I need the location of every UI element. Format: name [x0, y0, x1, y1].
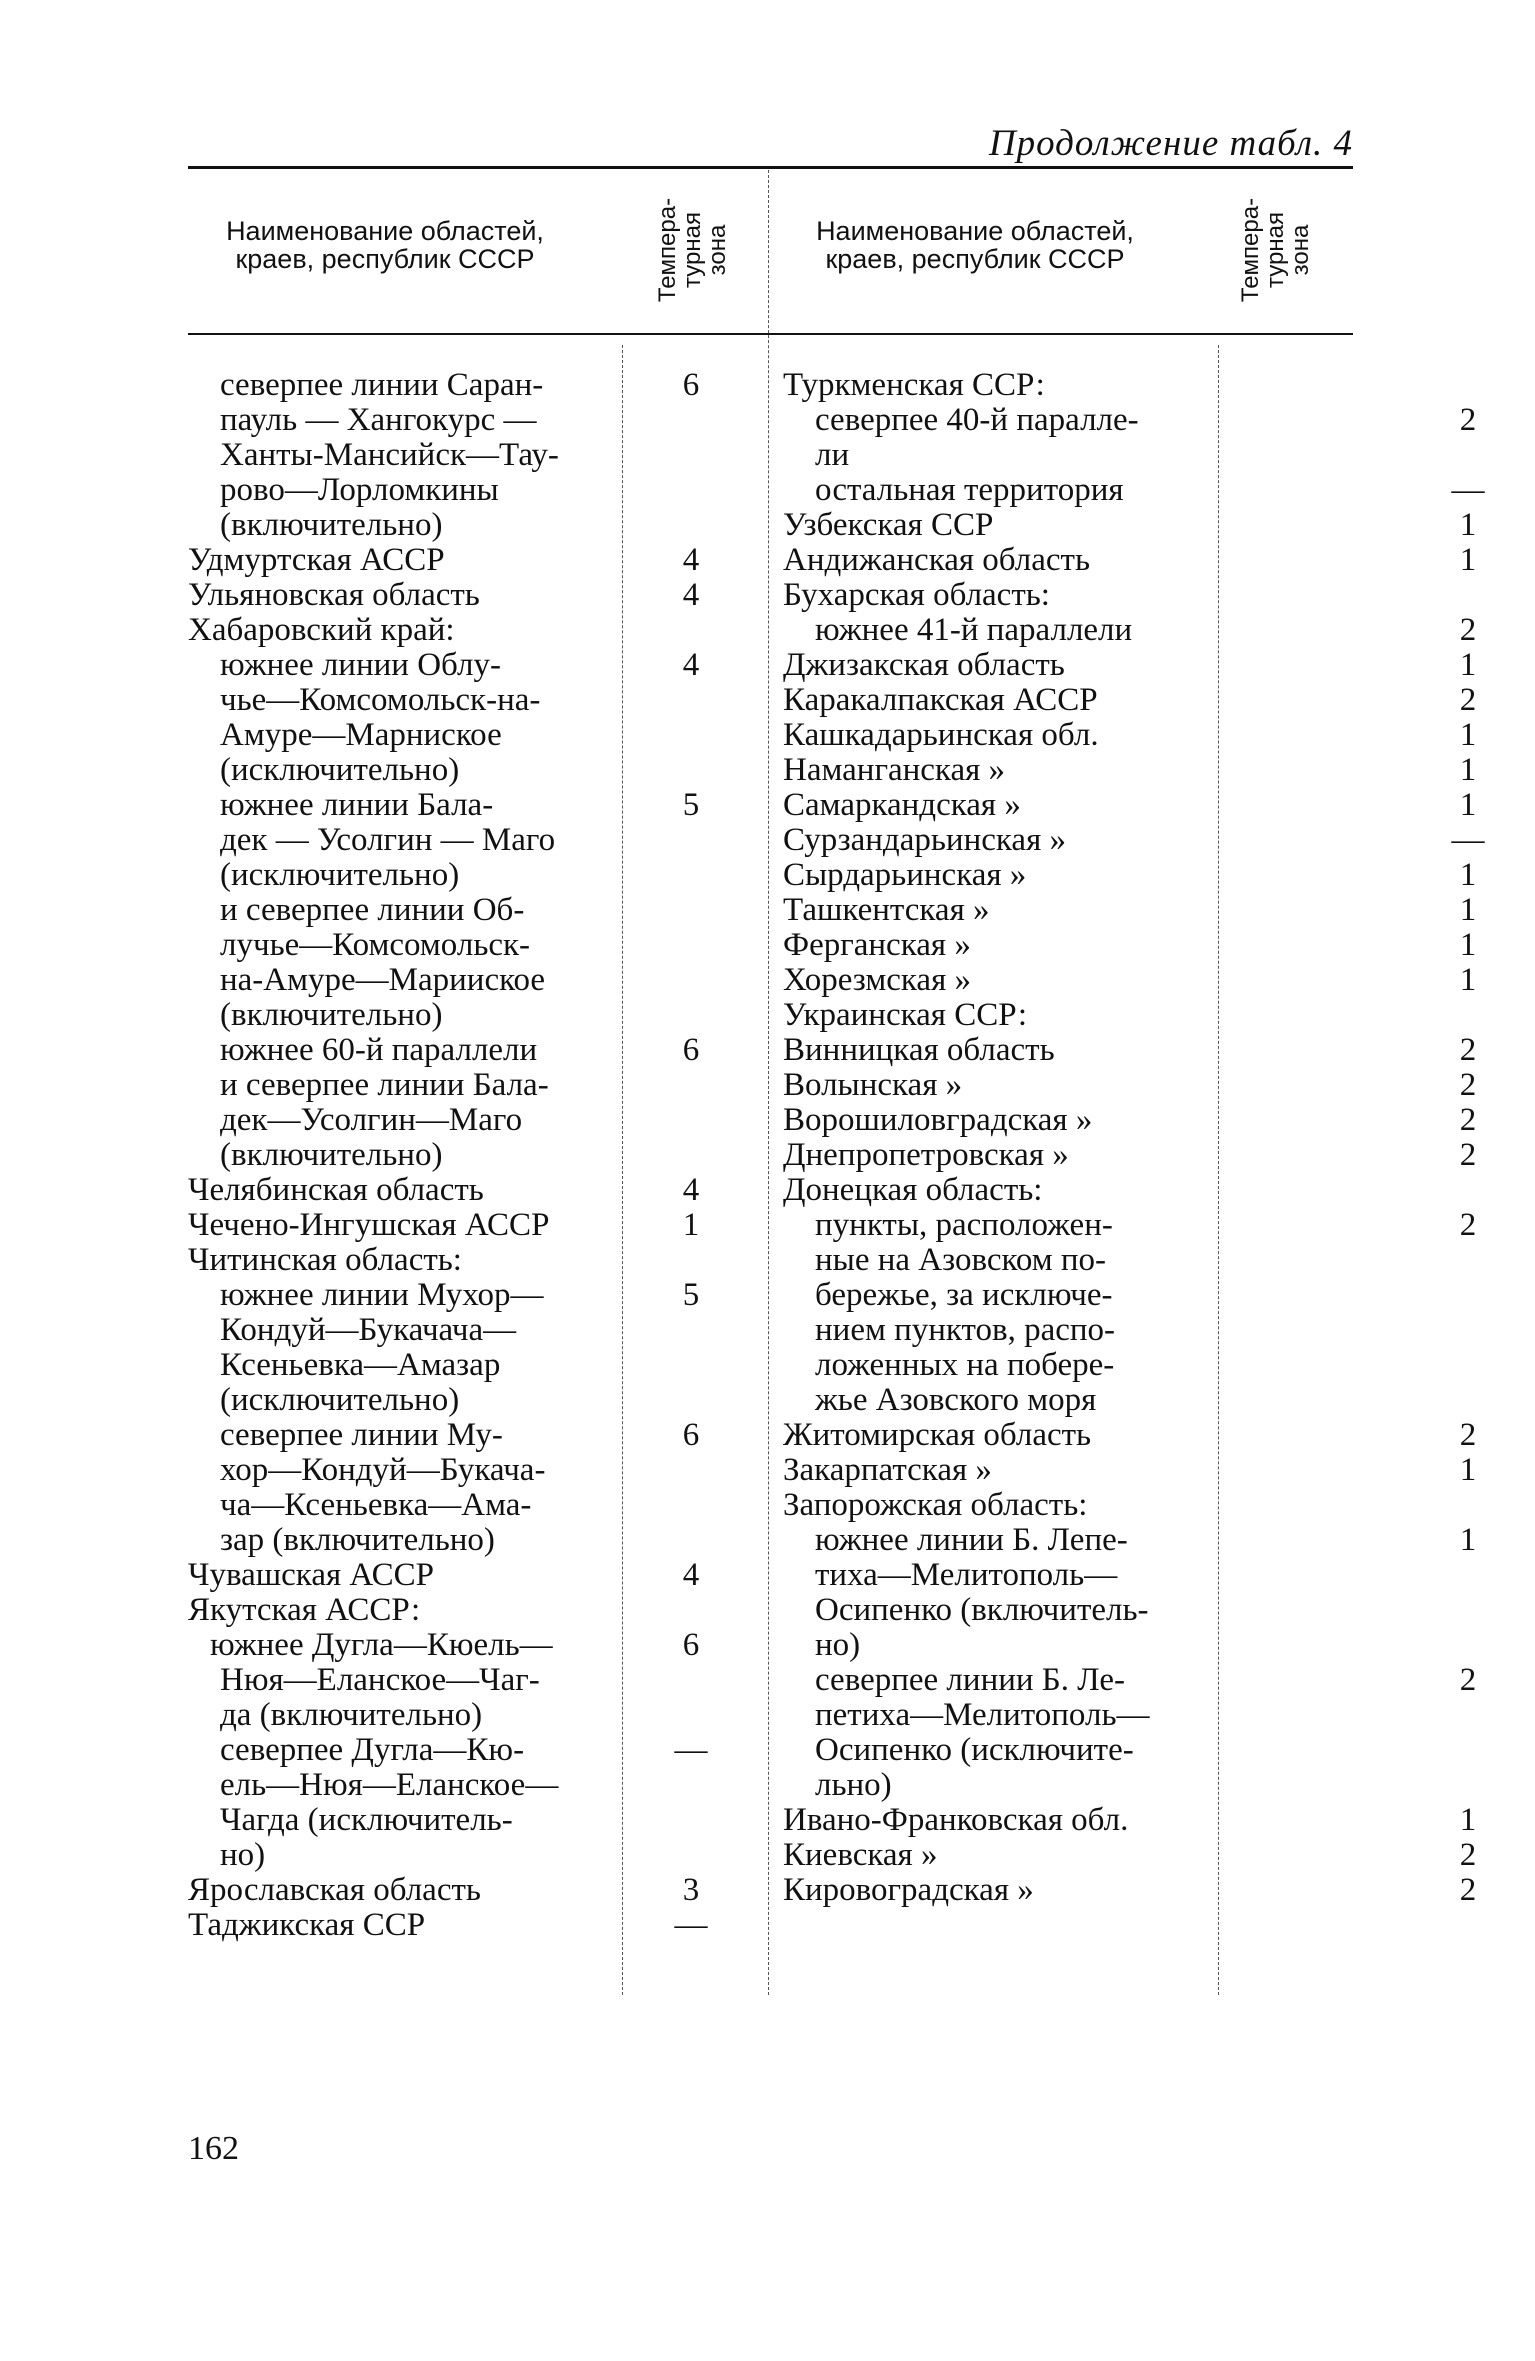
temperature-zone: 1: [1459, 717, 1477, 753]
page-number: 162: [188, 2130, 239, 2167]
temperature-zone: 4: [682, 1172, 700, 1208]
region-name: чье—Комсомольск-на-: [220, 682, 541, 718]
region-name: Кировоградская »: [783, 1872, 1034, 1908]
table-row: [188, 1383, 778, 1418]
temperature-zone: 1: [682, 1207, 700, 1243]
temperature-zone: 1: [1459, 892, 1477, 928]
table-row: [783, 1837, 1477, 1873]
temperature-zone: 2: [1459, 1137, 1477, 1173]
table-row: [188, 998, 778, 1033]
temperature-zone: 2: [1459, 682, 1477, 718]
region-name: южнее Дугла—Кюель—: [210, 1627, 553, 1663]
zone-header-line: турная: [1262, 212, 1289, 288]
table-row: [188, 1278, 778, 1313]
region-name: (исключительно): [220, 752, 460, 788]
region-name: петиха—Мелитополь—: [815, 1697, 1150, 1733]
temperature-zone: 2: [1459, 1102, 1477, 1138]
temperature-zone: 2: [1459, 1417, 1477, 1453]
table-row: [188, 683, 778, 718]
table-row: [783, 1662, 1477, 1698]
region-name: (включительно): [220, 507, 443, 543]
region-name: пункты, расположен-: [815, 1207, 1113, 1243]
table-row: [783, 1872, 1477, 1908]
region-name: зар (включительно): [220, 1522, 495, 1558]
table-row: [783, 647, 1477, 683]
table-row: [188, 718, 778, 753]
region-name: жье Азовского моря: [815, 1382, 1097, 1418]
zone-header-line: Темпера-: [1237, 197, 1264, 303]
zone-header-line: Темпера-: [654, 197, 681, 303]
region-name: ложенных на побере-: [815, 1347, 1115, 1383]
column-header-name-left: Наименование областей, краев, республик СССР: [226, 216, 544, 274]
region-name: северпее линии Му-: [220, 1417, 503, 1453]
table-row: [188, 1243, 778, 1278]
region-name: Якутская АССР:: [188, 1592, 421, 1628]
region-name: ные на Азовском по-: [815, 1242, 1107, 1278]
table-row: [783, 402, 1477, 438]
region-name: Читинская область:: [188, 1242, 462, 1278]
temperature-zone: 4: [682, 577, 700, 613]
region-name: Ульяновская область: [188, 577, 480, 613]
region-name: Хабаровский край:: [188, 612, 455, 648]
region-name: на-Амуре—Марииское: [220, 962, 546, 998]
region-name: Осипенко (включитель-: [815, 1592, 1149, 1628]
table-row: [188, 508, 778, 543]
temperature-zone: 2: [1459, 1872, 1477, 1908]
zone-header-line: зона: [704, 224, 731, 276]
region-name: и северпее линии Бала-: [220, 1067, 549, 1103]
region-name: Ивано-Франковская обл.: [783, 1802, 1129, 1838]
table-row: [783, 1383, 1358, 1418]
region-name: Джизакская область: [783, 647, 1065, 683]
region-name: северпее 40-й паралле-: [815, 402, 1139, 438]
region-name: Винницкая область: [783, 1032, 1055, 1068]
region-name: Чагда (исключитель-: [220, 1802, 513, 1838]
region-name: рово—Лорломкины: [220, 472, 499, 508]
table-row: [783, 787, 1477, 823]
region-name: южнее линии Облу-: [220, 647, 501, 683]
region-name: Ташкентская »: [783, 892, 990, 928]
region-name: (исключительно): [220, 857, 460, 893]
table-column-left: [188, 368, 778, 1943]
table-row: [783, 717, 1477, 753]
table-row: [188, 1873, 778, 1908]
region-name: нием пунктов, распо-: [815, 1312, 1116, 1348]
table-row: [783, 1452, 1477, 1488]
table-row: [188, 1733, 778, 1768]
region-name: Кашкадарьинская обл.: [783, 717, 1099, 753]
temperature-zone: 1: [1459, 1452, 1477, 1488]
region-name: южнее линии Мухор—: [220, 1277, 544, 1313]
region-name: и северпее линии Об-: [220, 892, 525, 928]
temperature-zone: 6: [682, 1417, 700, 1453]
table-row: [783, 1207, 1477, 1243]
temperature-zone: —: [1451, 822, 1485, 858]
region-name: льно): [815, 1767, 892, 1803]
table-row: [188, 368, 778, 403]
table-row: [188, 1593, 778, 1628]
column-header-zone-left: [655, 190, 735, 310]
temperature-zone: 2: [1459, 1662, 1477, 1698]
column-header-name-right: Наименование областей, краев, республик СССР: [816, 216, 1134, 274]
temperature-zone: 1: [1459, 1522, 1477, 1558]
temperature-zone: 1: [1459, 927, 1477, 963]
region-name: Днепропетровская »: [783, 1137, 1069, 1173]
table-row: [783, 1593, 1358, 1628]
region-name: ча—Ксеньевка—Ама-: [220, 1487, 532, 1523]
region-name: северпее линии Саран-: [220, 367, 544, 403]
table-row: [188, 1698, 778, 1733]
zone-header-line: зона: [1287, 224, 1314, 276]
region-name: Осипенко (исключите-: [815, 1732, 1134, 1768]
region-name: Самаркандская »: [783, 787, 1021, 823]
table-header-rule: [188, 333, 1353, 335]
temperature-zone: 6: [682, 1032, 700, 1068]
region-name: Удмуртская АССР: [188, 542, 445, 578]
table-row: [783, 1067, 1477, 1103]
region-name: Закарпатская »: [783, 1452, 992, 1488]
table-row: [188, 1523, 778, 1558]
table-row: [783, 1032, 1477, 1068]
region-name: Украинская ССР:: [783, 997, 1027, 1033]
table-row: [188, 928, 778, 963]
region-name: южнее линии Бала-: [220, 787, 494, 823]
temperature-zone: 1: [1459, 752, 1477, 788]
region-name: дек—Усолгин—Маго: [220, 1102, 523, 1138]
temperature-zone: 2: [1459, 612, 1477, 648]
table-row: [188, 788, 778, 823]
temperature-zone: 1: [1459, 507, 1477, 543]
temperature-zone: 2: [1459, 1837, 1477, 1873]
temperature-zone: 1: [1459, 857, 1477, 893]
region-name: ли: [815, 437, 850, 473]
region-name: южнее 60-й параллели: [220, 1032, 538, 1068]
region-name: Ферганская »: [783, 927, 971, 963]
table-row: [783, 542, 1477, 578]
region-name: Сурзандарьинская »: [783, 822, 1066, 858]
temperature-zone: 2: [1459, 1067, 1477, 1103]
temperature-zone: 1: [1459, 1802, 1477, 1838]
region-name: Таджикская ССР: [188, 1907, 426, 1943]
table-row: [783, 368, 1358, 403]
temperature-zone: 6: [682, 1627, 700, 1663]
table-row: [783, 1102, 1477, 1138]
column-header-zone-right: [1238, 190, 1318, 310]
table-row: [188, 1033, 778, 1068]
region-name: Каракалпакская АССР: [783, 682, 1098, 718]
table-row: [783, 1768, 1358, 1803]
table-column-right: [783, 367, 1485, 1908]
temperature-zone: 1: [1459, 962, 1477, 998]
table-row: [188, 1908, 778, 1943]
table-row: [188, 1768, 778, 1803]
table-row: [188, 963, 778, 998]
table-continuation-caption: Продолжение табл. 4: [988, 123, 1353, 164]
temperature-zone: —: [674, 1907, 708, 1943]
zone-header-line: турная: [679, 212, 706, 288]
table-row: [783, 682, 1477, 718]
table-row: [783, 1417, 1477, 1453]
temperature-zone: 1: [1459, 787, 1477, 823]
table-row: [188, 753, 778, 788]
table-row: [188, 858, 778, 893]
region-name: тиха—Мелитополь—: [815, 1557, 1118, 1593]
region-name: да (включительно): [220, 1697, 483, 1733]
region-name: Киевская »: [783, 1837, 938, 1873]
region-name: Амуре—Марниское: [220, 717, 502, 753]
region-name: Чечено-Ингушская АССР: [188, 1207, 550, 1243]
region-name: (включительно): [220, 1137, 443, 1173]
table-row: [783, 1733, 1358, 1768]
table-row: [783, 1348, 1358, 1383]
table-row: [188, 1208, 778, 1243]
table-row: [783, 892, 1477, 928]
region-name: Бухарская область:: [783, 577, 1050, 613]
table-row: [188, 438, 778, 473]
temperature-zone: 4: [682, 647, 700, 683]
table-row: [188, 1103, 778, 1138]
table-row: [783, 578, 1358, 613]
region-name: (включительно): [220, 997, 443, 1033]
region-name: южнее 41-й параллели: [815, 612, 1133, 648]
region-name: Андижанская область: [783, 542, 1091, 578]
region-name: Ярославская область: [188, 1872, 481, 1908]
temperature-zone: 2: [1459, 1032, 1477, 1068]
table-row: [783, 927, 1477, 963]
table-row: [783, 822, 1485, 858]
table-row: [783, 752, 1477, 788]
region-name: хор—Кондуй—Букача-: [220, 1452, 546, 1488]
table-row: [188, 578, 778, 613]
temperature-zone: —: [674, 1732, 708, 1768]
table-row: [783, 612, 1477, 648]
table-row: [783, 857, 1477, 893]
region-name: ель—Нюя—Еланское—: [220, 1767, 559, 1803]
region-name: бережье, за исключе-: [815, 1277, 1113, 1313]
table-row: [783, 1137, 1477, 1173]
region-name: Туркменская ССР:: [783, 367, 1045, 403]
table-row: [188, 473, 778, 508]
table-row: [783, 472, 1485, 508]
table-row: [188, 1453, 778, 1488]
table-row: [188, 648, 778, 683]
table-row: [188, 1068, 778, 1103]
region-name: Челябинская область: [188, 1172, 484, 1208]
region-name: Запорожская область:: [783, 1487, 1088, 1523]
table-row: [783, 1802, 1477, 1838]
table-row: [188, 1838, 778, 1873]
region-name: Наманганская »: [783, 752, 1006, 788]
region-name: Волынская »: [783, 1067, 963, 1103]
table-row: [783, 962, 1477, 998]
table-row: [783, 1698, 1358, 1733]
table-row: [188, 893, 778, 928]
region-name: (исключительно): [220, 1382, 460, 1418]
region-name: дек — Усолгин — Маго: [220, 822, 556, 858]
region-name: северпее линии Б. Ле-: [815, 1662, 1126, 1698]
region-name: но): [815, 1627, 861, 1663]
region-name: Чувашская АССР: [188, 1557, 434, 1593]
table-row: [188, 1558, 778, 1593]
table-row: [783, 1628, 1358, 1663]
table-row: [188, 1663, 778, 1698]
table-row: [188, 1348, 778, 1383]
region-name: Хорезмская »: [783, 962, 972, 998]
region-name: но): [220, 1837, 266, 1873]
region-name: южнее линии Б. Лепе-: [815, 1522, 1128, 1558]
table-row: [783, 438, 1358, 473]
table-row: [188, 1628, 778, 1663]
temperature-zone: —: [1451, 472, 1485, 508]
table-top-rule: [188, 166, 1353, 169]
region-name: лучье—Комсомольск-: [220, 927, 531, 963]
region-name: остальная территория: [815, 472, 1124, 508]
table-row: [188, 1313, 778, 1348]
table-row: [783, 1173, 1358, 1208]
region-name: северпее Дугла—Кю-: [220, 1732, 525, 1768]
table-row: [783, 507, 1477, 543]
region-name: Кондуй—Букачача—: [220, 1312, 517, 1348]
temperature-zone: 2: [1459, 402, 1477, 438]
temperature-zone: 4: [682, 1557, 700, 1593]
table-row: [783, 1558, 1358, 1593]
table-row: [783, 1243, 1358, 1278]
table-row: [188, 1803, 778, 1838]
temperature-zone: 1: [1459, 647, 1477, 683]
temperature-zone: 1: [1459, 542, 1477, 578]
region-name: Нюя—Еланское—Чаг-: [220, 1662, 540, 1698]
temperature-zone: 2: [1459, 1207, 1477, 1243]
temperature-zone: 4: [682, 542, 700, 578]
region-name: Донецкая область:: [783, 1172, 1043, 1208]
table-row: [188, 543, 778, 578]
region-name: Сырдарьинская »: [783, 857, 1027, 893]
temperature-zone: 5: [682, 787, 700, 823]
table-row: [783, 998, 1358, 1033]
region-name: Ксеньевка—Амазар: [220, 1347, 501, 1383]
region-name: Ворошиловградская »: [783, 1102, 1093, 1138]
region-name: пауль — Хангокурс —: [220, 402, 537, 438]
temperature-zone: 6: [682, 367, 700, 403]
table-row: [783, 1522, 1477, 1558]
temperature-zone: 5: [682, 1277, 700, 1313]
table-row: [188, 1488, 778, 1523]
table-row: [188, 823, 778, 858]
table-row: [188, 403, 778, 438]
temperature-zone: 3: [682, 1872, 700, 1908]
region-name: Ханты-Мансийск—Тау-: [220, 437, 559, 473]
table-row: [188, 613, 778, 648]
region-name: Узбекская ССР: [783, 507, 994, 543]
table-row: [188, 1418, 778, 1453]
table-row: [783, 1278, 1358, 1313]
table-row: [783, 1313, 1358, 1348]
table-row: [188, 1138, 778, 1173]
table-row: [783, 1488, 1358, 1523]
table-row: [188, 1173, 778, 1208]
region-name: Житомирская область: [783, 1417, 1092, 1453]
